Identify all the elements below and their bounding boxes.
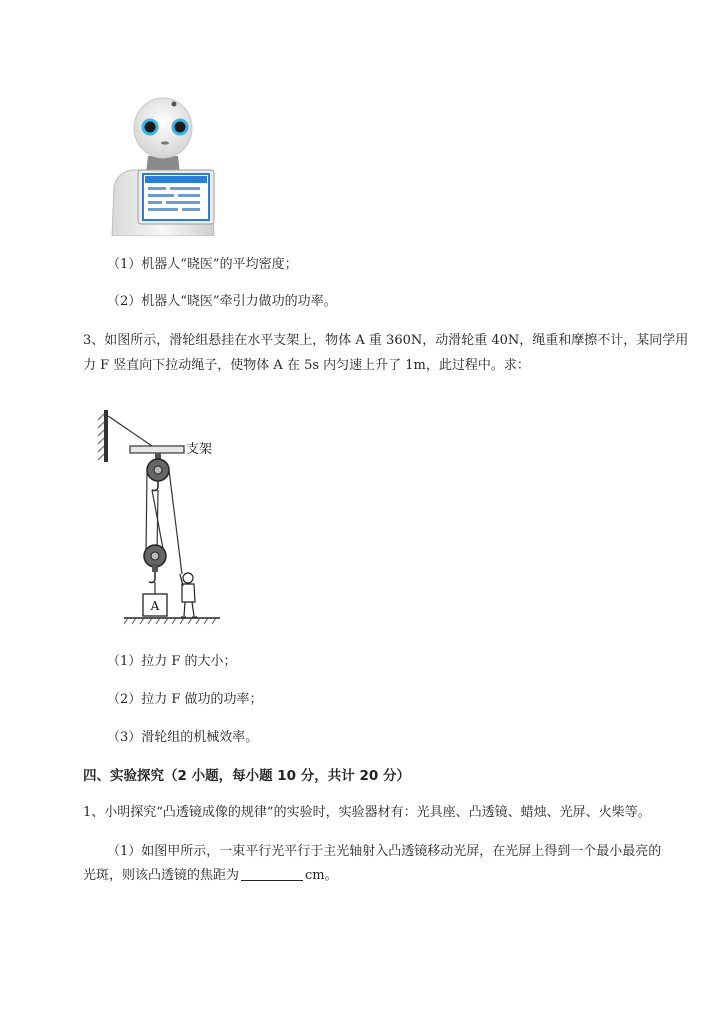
q4-1-sub1-prefix: 光斑，则该凸透镜的焦距为 (83, 868, 240, 883)
q3-sub1: （1）拉力 F 的大小； (107, 654, 237, 669)
q2-sub1: （1）机器人“晓医”的平均密度； (107, 257, 298, 272)
q3-intro-line2: 力 F 竖直向下拉动绳子，使物体 A 在 5s 内匀速上升了 1m，此过程中。求： (83, 358, 530, 373)
bracket-bar (130, 446, 184, 453)
q4-1-sub1-line1: （1）如图甲所示，一束平行光平行于主光轴射入凸透镜移动光屏，在光屏上得到一个最小最亮的 (107, 844, 662, 859)
q3-sub3: （3）滑轮组的机械效率。 (107, 730, 259, 745)
person-figure (180, 573, 197, 617)
block-a-label: A (150, 599, 160, 613)
wall (104, 410, 108, 462)
q3-intro-line1: 3、如图所示，滑轮组悬挂在水平支架上，物体 A 重 360N，动滑轮重 40N，绳重和摩擦不计，某同学用 (83, 333, 689, 348)
robot-image (108, 94, 218, 236)
answer-blank[interactable] (241, 867, 303, 881)
q4-1-intro: 1、小明探究“凸透镜成像的规律”的实验时，实验器材有：光具座、凸透镜、蜡烛、光屏、火柴等。 (83, 805, 651, 820)
bracket-label: 支架 (186, 442, 213, 457)
q3-sub2: （2）拉力 F 做功的功率； (107, 692, 263, 707)
q2-sub2: （2）机器人“晓医”牵引力做功的功率。 (107, 294, 337, 309)
section4-heading: 四、实验探究（2 小题，每小题 10 分，共计 20 分） (83, 768, 410, 784)
q4-1-sub1-suffix: cm。 (305, 868, 338, 883)
pulley-figure (96, 406, 226, 628)
q4-1-sub1-line2 (83, 866, 338, 886)
